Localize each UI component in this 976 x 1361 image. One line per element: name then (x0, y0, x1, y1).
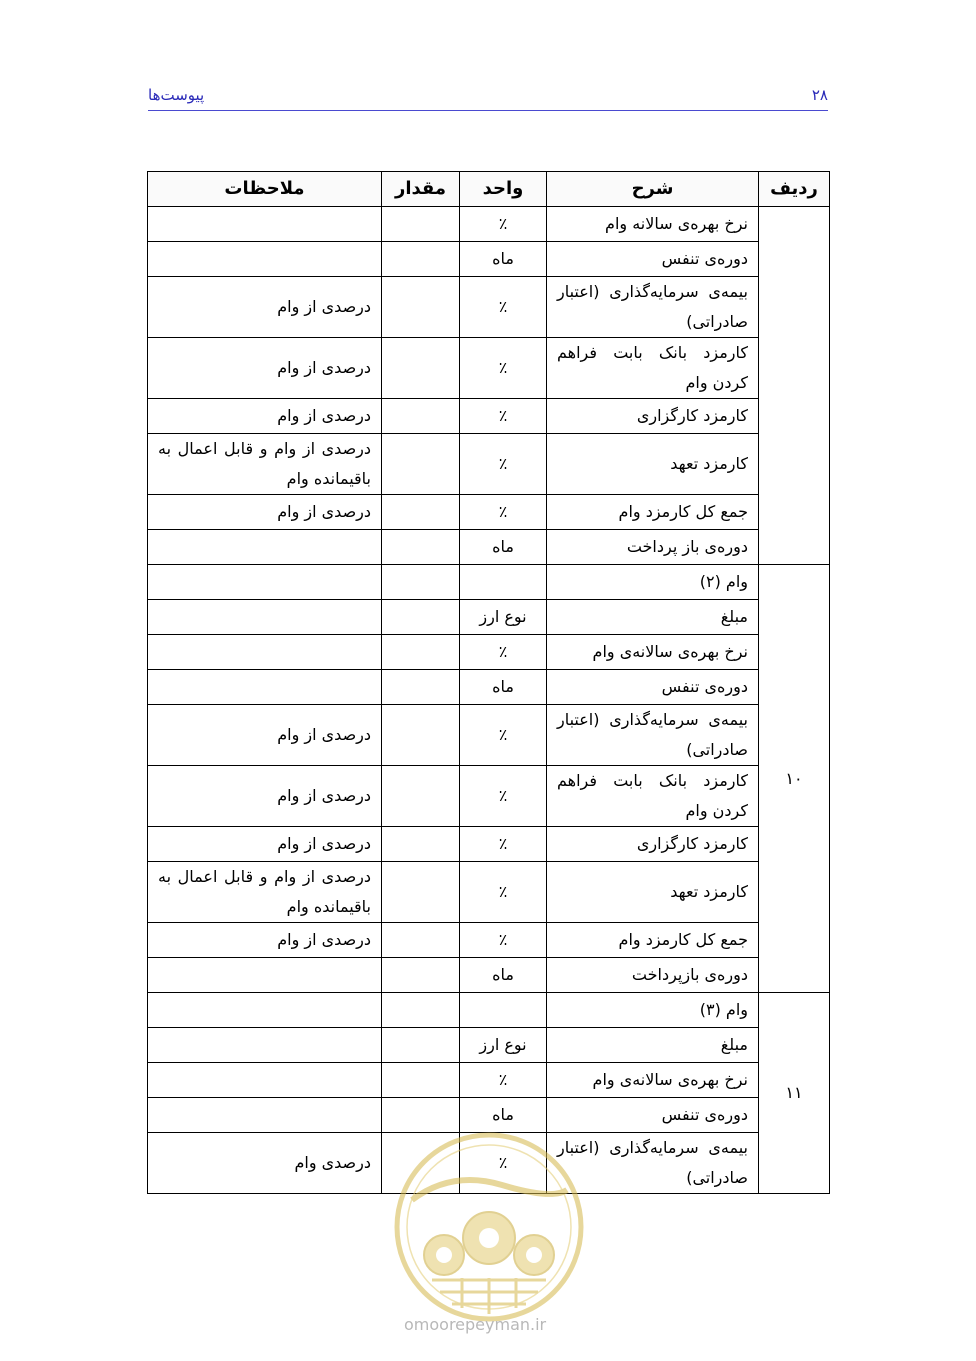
note-cell: درصدی از وام (148, 923, 382, 958)
amount-cell (382, 530, 460, 565)
desc-cell: جمع کل کارمزد وام (547, 495, 759, 530)
unit-cell: نوع ارز (460, 600, 547, 635)
unit-cell: ٪ (460, 766, 547, 827)
unit-cell: ماه (460, 958, 547, 993)
table-row (148, 958, 830, 993)
watermark-seal-icon (392, 1130, 586, 1324)
desc-cell: دوره‌ی تنفس (547, 1098, 759, 1133)
note-cell (148, 1063, 382, 1098)
note-cell: درصدی از وام (148, 338, 382, 399)
amount-cell (382, 635, 460, 670)
table-row (148, 1063, 830, 1098)
desc-cell: مبلغ (547, 600, 759, 635)
amount-cell (382, 600, 460, 635)
amount-cell (382, 705, 460, 766)
unit-cell: ٪ (460, 338, 547, 399)
row-number-cell: ۱۰ (759, 565, 830, 993)
unit-cell: ماه (460, 670, 547, 705)
amount-cell (382, 207, 460, 242)
section-title: پیوست‌ها (148, 86, 205, 104)
unit-cell: ٪ (460, 207, 547, 242)
desc-cell: وام (۳) (547, 993, 759, 1028)
unit-cell: ٪ (460, 862, 547, 923)
unit-cell: ٪ (460, 923, 547, 958)
table-row (148, 670, 830, 705)
amount-cell (382, 1098, 460, 1133)
watermark-text: omoorepeyman.ir (404, 1315, 547, 1334)
desc-cell: دوره‌ی تنفس (547, 242, 759, 277)
desc-cell: کارمزد کارگزاری (547, 399, 759, 434)
desc-cell: نرخ بهره‌ی سالانه‌ی وام (547, 1063, 759, 1098)
desc-cell: کارمزد بانک بابت فراهم کردن وام (547, 766, 759, 827)
desc-cell: کارمزد تعهد (547, 862, 759, 923)
table-row (148, 277, 830, 338)
table-row (148, 399, 830, 434)
note-cell: درصدی از وام و قابل اعمال به باقیمانده وام (148, 434, 382, 495)
amount-cell (382, 242, 460, 277)
desc-cell: دوره‌ی تنفس (547, 670, 759, 705)
desc-cell: کارمزد تعهد (547, 434, 759, 495)
table-row (148, 600, 830, 635)
table-row (148, 766, 830, 827)
amount-cell (382, 958, 460, 993)
table-row (148, 862, 830, 923)
desc-cell: نرخ بهره‌ی سالانه‌ی وام (547, 635, 759, 670)
desc-cell: دوره‌ی باز پرداخت (547, 530, 759, 565)
unit-cell: ٪ (460, 434, 547, 495)
note-cell: درصدی از وام (148, 766, 382, 827)
desc-cell: جمع کل کارمزد وام (547, 923, 759, 958)
table-row (148, 1098, 830, 1133)
amount-cell (382, 1028, 460, 1063)
loan-table (147, 171, 830, 1194)
amount-cell (382, 338, 460, 399)
desc-cell: نرخ بهره‌ی سالانه وام (547, 207, 759, 242)
note-cell: درصدی از وام (148, 399, 382, 434)
amount-cell (382, 993, 460, 1028)
unit-cell (460, 993, 547, 1028)
table-row (148, 565, 830, 600)
table-row (148, 635, 830, 670)
desc-cell: وام (۲) (547, 565, 759, 600)
note-cell: درصدی از وام و قابل اعمال به باقیمانده وام (148, 862, 382, 923)
note-cell (148, 242, 382, 277)
note-cell: درصدی از وام (148, 495, 382, 530)
table-row (148, 827, 830, 862)
note-cell (148, 530, 382, 565)
row-number-cell (759, 207, 830, 565)
unit-cell: ٪ (460, 1133, 547, 1194)
amount-cell (382, 1063, 460, 1098)
note-cell: درصدی از وام (148, 277, 382, 338)
amount-cell (382, 565, 460, 600)
table-row (148, 923, 830, 958)
amount-cell (382, 399, 460, 434)
note-cell (148, 1028, 382, 1063)
note-cell (148, 670, 382, 705)
desc-cell: دوره‌ی بازپرداخت (547, 958, 759, 993)
table-row (148, 1028, 830, 1063)
amount-cell (382, 923, 460, 958)
unit-cell: نوع ارز (460, 1028, 547, 1063)
unit-cell: ٪ (460, 495, 547, 530)
note-cell: درصدی از وام (148, 705, 382, 766)
unit-cell: ٪ (460, 827, 547, 862)
note-cell (148, 600, 382, 635)
table-row (148, 434, 830, 495)
note-cell (148, 635, 382, 670)
amount-cell (382, 827, 460, 862)
col-row: ردیف (759, 172, 830, 207)
amount-cell (382, 495, 460, 530)
note-cell (148, 993, 382, 1028)
table-row (148, 338, 830, 399)
table-row (148, 242, 830, 277)
unit-cell: ٪ (460, 1063, 547, 1098)
col-desc: شرح (547, 172, 759, 207)
unit-cell: ماه (460, 242, 547, 277)
col-notes: ملاحظات (148, 172, 382, 207)
table-row (148, 207, 830, 242)
table-header-row (148, 172, 830, 207)
note-cell (148, 207, 382, 242)
unit-cell: ٪ (460, 635, 547, 670)
unit-cell (460, 565, 547, 600)
table-row (148, 705, 830, 766)
unit-cell: ماه (460, 530, 547, 565)
amount-cell (382, 766, 460, 827)
unit-cell: ماه (460, 1098, 547, 1133)
table-row (148, 530, 830, 565)
desc-cell: بیمه‌ی سرمایه‌گذاری (اعتبار صادراتی) (547, 705, 759, 766)
note-cell (148, 958, 382, 993)
unit-cell: ٪ (460, 277, 547, 338)
desc-cell: مبلغ (547, 1028, 759, 1063)
note-cell: درصدی وام (148, 1133, 382, 1194)
amount-cell (382, 434, 460, 495)
unit-cell: ٪ (460, 705, 547, 766)
note-cell: درصدی از وام (148, 827, 382, 862)
page-header (148, 84, 828, 111)
amount-cell (382, 670, 460, 705)
amount-cell (382, 862, 460, 923)
table-row (148, 495, 830, 530)
note-cell (148, 1098, 382, 1133)
desc-cell: بیمه‌ی سرمایه‌گذاری (اعتبار صادراتی) (547, 1133, 759, 1194)
col-amount: مقدار (382, 172, 460, 207)
amount-cell (382, 277, 460, 338)
desc-cell: کارمزد بانک بابت فراهم کردن وام (547, 338, 759, 399)
row-number-cell: ۱۱ (759, 993, 830, 1194)
desc-cell: بیمه‌ی سرمایه‌گذاری (اعتبار صادراتی) (547, 277, 759, 338)
col-unit: واحد (460, 172, 547, 207)
note-cell (148, 565, 382, 600)
page-number: ۲۸ (811, 86, 828, 104)
desc-cell: کارمزد کارگزاری (547, 827, 759, 862)
unit-cell: ٪ (460, 399, 547, 434)
table-row (148, 993, 830, 1028)
